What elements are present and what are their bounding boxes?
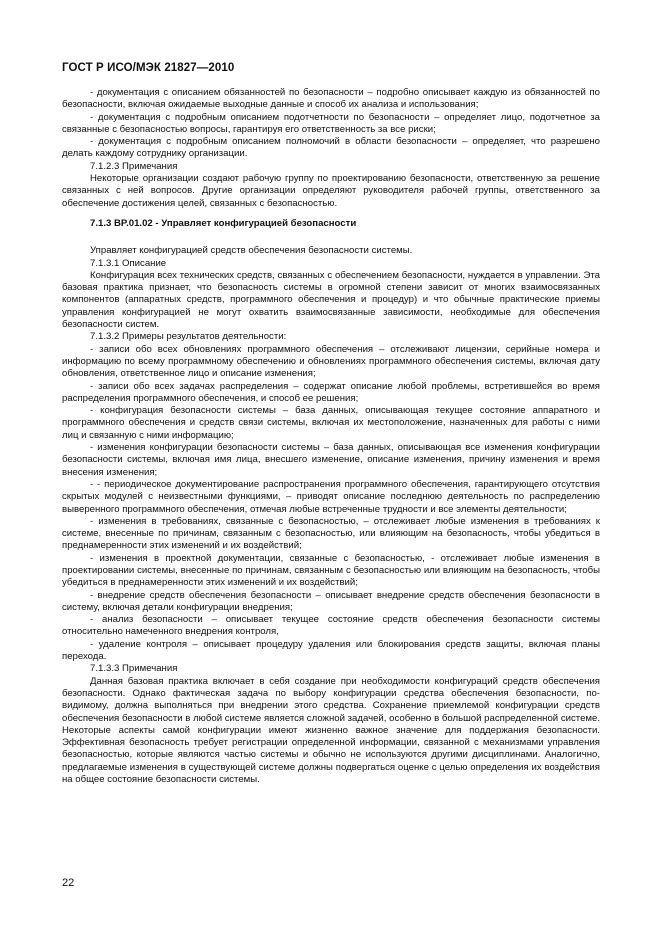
- notes-paragraph: Некоторые организации создают рабочую группу по проектированию безопасности, ответственную за решение связанных с ней вопросов. Другие организации определяют руководителя рабочей группы, ответственного за обеспечение достижения целей, связанных с безопасностью.: [62, 173, 600, 209]
- list-item-responsibilities: - документация с описанием обязанностей по безопасности – подробно описывает каждую из обязанностей по безопасности, включая ожидаемые выходные данные и способ их анализа и использования;: [62, 87, 600, 111]
- page-header-standard-title: ГОСТ Р ИСО/МЭК 21827—2010: [62, 62, 235, 74]
- list-item: - изменения в требованиях, связанные с безопасностью, – отслеживает любые изменения в требованиях к системе, внесенные по причинам, связанным с безопасностью, или влияющим на безопасность, чтобы убедиться в преднамеренности этих изменений и их воздействий;: [62, 515, 600, 552]
- subsection-heading-7-1-3-2: 7.1.3.2 Примеры результатов деятельности:: [90, 331, 287, 343]
- list-item: - внедрение средств обеспечения безопасности – описывает внедрение средств обеспечения безопасности в систему, включая детали конфигурации внедрения;: [62, 589, 600, 613]
- notes-paragraph: Данная базовая практика включает в себя создание при необходимости конфигураций средств обеспечения безопасности. Однако фактическая задача по выбору конфигурации средства обеспечения безопасности, по-видимому, должна выполняться при внедрении этого средства. Сохранение приемлемой конфигурации средств обеспечения безопасности в любой системе является сложной задачей, особенно в большой распределенной системе. Некоторые аспекты самой конфигурации имеют жизненно важное значение для поддержания безопасности. Эффективная безопасность требует регистрации определенной информации, связанной с механизмами управления безопасностью, которые являются частью системы и обычно не используются другими дисциплинами. Аналогично, предлагаемые изменения в существующей системе должны подвергаться оценке с целью определения их воздействия на общее состояние безопасности системы.: [62, 675, 600, 786]
- subsection-heading-7-1-2-3: 7.1.2.3 Примечания: [90, 160, 178, 172]
- list-item-authority: - документация с подробным описанием полномочий в области безопасности – определяет, что разрешено делать каждому сотруднику организации.: [62, 136, 600, 160]
- subsection-heading-7-1-3-1: 7.1.3.1 Описание: [90, 257, 167, 269]
- description-paragraph: Конфигурация всех технических средств, связанных с обеспечением безопасности, нуждается в управлении. Эта базовая практика признает, что безопасность системы в огромной степени зависит от многих взаимосвязанных компонентов (аппаратных средств, программного обеспечения и процедур) и что обычные практические приемы управления конфигурацией не могут охватить взаимосвязанные зависимости, необходимые для обеспечения безопасности систем.: [62, 269, 600, 331]
- subsection-heading-7-1-3-3: 7.1.3.3 Примечания: [90, 663, 178, 675]
- list-item: - изменения в проектной документации, связанные с безопасностью, - отслеживает любые изменения в проектировании системы, внесенные по причинам, связанным с безопасностью или влияющим на безопасность, чтобы убедиться в преднамеренности этих изменений и их воздействий;: [62, 552, 600, 589]
- practice-summary: Управляет конфигурацией средств обеспечения безопасности системы.: [90, 245, 413, 257]
- list-item: - изменения конфигурации безопасности системы – база данных, описывающая все изменения конфигурации безопасности системы, включая имя лица, внесшего изменение, описание изменения, причину изменения и время внесения изменения;: [62, 442, 600, 478]
- list-item-accountability: - документация с подробным описанием подотчетности по безопасности – определяет лицо, подотчетное за связанные с безопасностью вопросы, гарантируя его ответственность за все риски;: [62, 111, 600, 135]
- page-number: 22: [62, 877, 75, 889]
- list-item: - конфигурация безопасности системы – база данных, описывающая текущее состояние аппаратного и программного обеспечения и средств связи системы, включая их местоположение, назначенных для работы с ними лиц и связанную с ними информацию;: [62, 405, 600, 441]
- list-item: - записи обо всех обновлениях программного обеспечения – отслеживают лицензии, серийные номера и информацию по всему программному обеспечению и обновлениях программного обеспечения системы, включая дату обновления, ответственное лицо и описание изменения;: [62, 343, 600, 380]
- list-item: - записи обо всех задачах распределения – содержат описание любой проблемы, встретившейся во время распределения программного обеспечения, и способ ее решения;: [62, 380, 600, 404]
- document-body: [62, 87, 600, 786]
- list-item: - - периодическое документирование распространения программного обеспечения, гарантирующего отсутствия скрытых модулей с неизвестными функциями, – приводят описание последнюю деятельность по распределению выверенного программного обеспечения, отмечая любые встреченные трудности и все элементы деятельности;: [62, 478, 600, 515]
- section-heading-7-1-3: 7.1.3 BP.01.02 - Управляет конфигурацией безопасности: [90, 217, 357, 229]
- list-item: - удаление контроля – описывает процедуру удаления или блокирования средств защиты, включая планы перехода.: [62, 638, 600, 663]
- list-item: - анализ безопасности – описывает текущее состояние средств обеспечения безопасности системы относительно намеченного внедрения контроля,: [62, 614, 600, 638]
